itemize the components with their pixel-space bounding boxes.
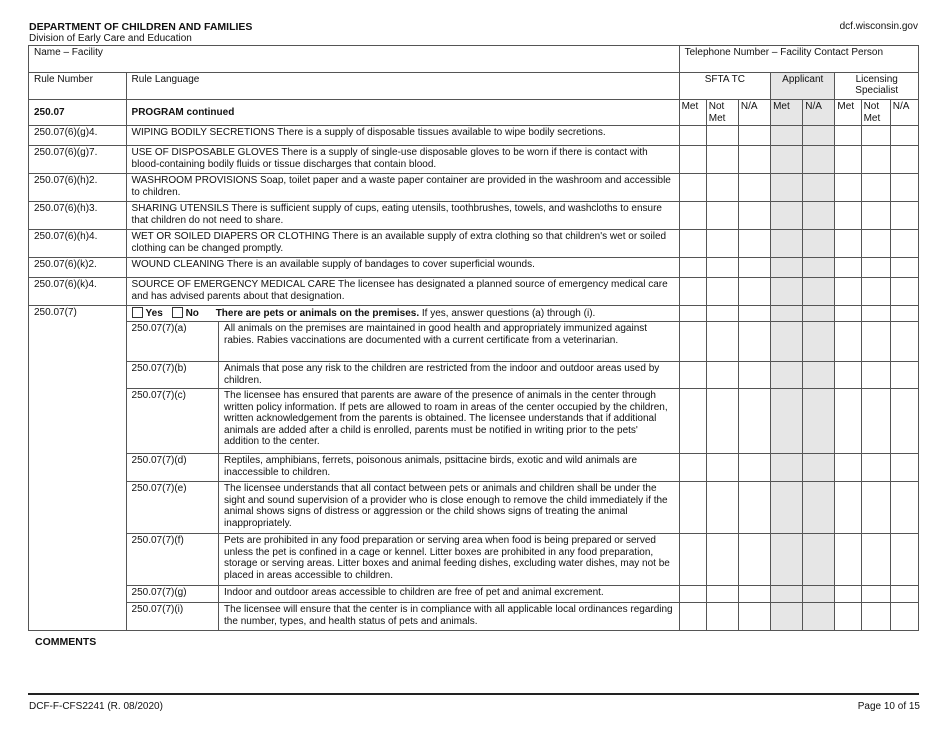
licensing-specialist-header: Licensing Specialist bbox=[835, 73, 919, 100]
rule-number-header: Rule Number bbox=[29, 73, 127, 100]
pets-no-label: No bbox=[185, 308, 199, 319]
sfta-met-checkbox[interactable] bbox=[679, 389, 706, 454]
sfta-met-checkbox[interactable] bbox=[679, 362, 706, 389]
licensing-met-checkbox[interactable] bbox=[835, 202, 861, 230]
licensing-met-header: Met bbox=[835, 100, 861, 126]
sfta-not-met-checkbox[interactable] bbox=[706, 126, 738, 146]
sfta-not-met-checkbox[interactable] bbox=[706, 230, 738, 258]
sfta-na-header: N/A bbox=[738, 100, 770, 126]
sfta-na-checkbox[interactable] bbox=[738, 258, 770, 278]
table-row bbox=[29, 230, 919, 258]
sub-rule-number: 250.07(7)(e) bbox=[126, 482, 219, 534]
sfta-na-checkbox[interactable] bbox=[738, 322, 770, 362]
applicant-met-checkbox[interactable] bbox=[771, 202, 803, 230]
sfta-na-checkbox[interactable] bbox=[738, 362, 770, 389]
applicant-na-checkbox[interactable] bbox=[803, 534, 835, 586]
licensing-not-met-checkbox[interactable] bbox=[861, 278, 890, 306]
rule-language-header: Rule Language bbox=[126, 73, 679, 100]
applicant-met-checkbox[interactable] bbox=[771, 534, 803, 586]
licensing-not-met-header: Not Met bbox=[861, 100, 890, 126]
sfta-na-checkbox[interactable] bbox=[738, 202, 770, 230]
sfta-met-checkbox[interactable] bbox=[679, 454, 706, 482]
applicant-met-checkbox[interactable] bbox=[771, 389, 803, 454]
licensing-na-checkbox[interactable] bbox=[890, 389, 918, 454]
sub-rule-number: 250.07(7)(f) bbox=[126, 534, 219, 586]
sfta-not-met-checkbox[interactable] bbox=[706, 603, 738, 631]
form-id: DCF-F-CFS2241 (R. 08/2020) bbox=[29, 701, 163, 712]
licensing-not-met-checkbox[interactable] bbox=[861, 389, 890, 454]
applicant-na-checkbox[interactable] bbox=[803, 230, 835, 258]
sfta-not-met-checkbox[interactable] bbox=[706, 362, 738, 389]
sub-rule-language: Indoor and outdoor areas accessible to children are free of pet and animal excrement. bbox=[219, 586, 680, 603]
rule-number: 250.07(6)(h)3. bbox=[29, 202, 127, 230]
applicant-met-checkbox[interactable] bbox=[771, 362, 803, 389]
sfta-met-checkbox[interactable] bbox=[679, 126, 706, 146]
pets-question-row bbox=[29, 306, 919, 322]
applicant-na-checkbox[interactable] bbox=[803, 174, 835, 202]
sfta-met-checkbox[interactable] bbox=[679, 534, 706, 586]
licensing-not-met-checkbox[interactable] bbox=[861, 230, 890, 258]
sfta-na-checkbox[interactable] bbox=[738, 534, 770, 586]
applicant-na-checkbox[interactable] bbox=[803, 278, 835, 306]
sub-rule-language: All animals on the premises are maintained in good health and appropriately immunized against rabies. Rabies vaccinations are documented with a current certificate from a veterinarian. bbox=[219, 322, 680, 362]
sub-rule-number: 250.07(7)(i) bbox=[126, 603, 219, 631]
table-row bbox=[29, 146, 919, 174]
licensing-not-met-checkbox[interactable] bbox=[861, 603, 890, 631]
sfta-na-checkbox[interactable] bbox=[738, 482, 770, 534]
licensing-na-checkbox[interactable] bbox=[890, 258, 918, 278]
licensing-met-checkbox[interactable] bbox=[835, 482, 861, 534]
sfta-not-met-checkbox[interactable] bbox=[706, 202, 738, 230]
licensing-met-checkbox[interactable] bbox=[835, 174, 861, 202]
sfta-met-checkbox[interactable] bbox=[679, 278, 706, 306]
sub-rule-number: 250.07(7)(g) bbox=[126, 586, 219, 603]
licensing-met-checkbox[interactable] bbox=[835, 126, 861, 146]
licensing-na-checkbox[interactable] bbox=[890, 278, 918, 306]
footer-divider bbox=[28, 693, 919, 695]
sfta-met-checkbox[interactable] bbox=[679, 586, 706, 603]
applicant-na-checkbox[interactable] bbox=[803, 322, 835, 362]
page-number: Page 10 of 15 bbox=[857, 701, 920, 712]
website: dcf.wisconsin.gov bbox=[839, 21, 918, 32]
sfta-not-met-checkbox[interactable] bbox=[706, 278, 738, 306]
sfta-tc-header: SFTA TC bbox=[679, 73, 770, 100]
licensing-na-checkbox[interactable] bbox=[890, 362, 918, 389]
sfta-met-checkbox[interactable] bbox=[679, 230, 706, 258]
licensing-met-checkbox[interactable] bbox=[835, 534, 861, 586]
rule-language: SOURCE OF EMERGENCY MEDICAL CARE The licensee has designated a planned source of emergency medical care and has advised parents about that designation. bbox=[126, 278, 679, 306]
sub-rule-language: Animals that pose any risk to the children are restricted from the indoor and outdoor areas used by children. bbox=[219, 362, 680, 389]
table-row bbox=[29, 603, 919, 631]
applicant-met-checkbox[interactable] bbox=[771, 586, 803, 603]
licensing-not-met-checkbox[interactable] bbox=[861, 482, 890, 534]
sub-rule-number: 250.07(7)(c) bbox=[126, 389, 219, 454]
table-row bbox=[29, 322, 919, 362]
table-row bbox=[29, 174, 919, 202]
sfta-not-met-checkbox[interactable] bbox=[706, 482, 738, 534]
applicant-na-checkbox[interactable] bbox=[803, 454, 835, 482]
licensing-na-checkbox[interactable] bbox=[890, 202, 918, 230]
telephone-field[interactable] bbox=[679, 46, 918, 73]
licensing-met-checkbox[interactable] bbox=[835, 278, 861, 306]
applicant-met-checkbox[interactable] bbox=[771, 278, 803, 306]
licensing-na-header: N/A bbox=[890, 100, 918, 126]
licensing-na-checkbox[interactable] bbox=[890, 146, 918, 174]
rule-number: 250.07(6)(h)2. bbox=[29, 174, 127, 202]
rule-number: 250.07(6)(g)7. bbox=[29, 146, 127, 174]
licensing-met-checkbox[interactable] bbox=[835, 586, 861, 603]
applicant-met-checkbox[interactable] bbox=[771, 482, 803, 534]
sfta-met-checkbox[interactable] bbox=[679, 174, 706, 202]
applicant-met-checkbox[interactable] bbox=[771, 126, 803, 146]
applicant-met-checkbox[interactable] bbox=[771, 258, 803, 278]
sfta-na-checkbox[interactable] bbox=[738, 454, 770, 482]
sfta-na-checkbox[interactable] bbox=[738, 586, 770, 603]
licensing-met-checkbox[interactable] bbox=[835, 603, 861, 631]
section-number: 250.07 bbox=[29, 100, 127, 126]
table-row bbox=[29, 278, 919, 306]
rule-number: 250.07(6)(k)4. bbox=[29, 278, 127, 306]
licensing-na-checkbox[interactable] bbox=[890, 534, 918, 586]
applicant-met-header: Met bbox=[771, 100, 803, 126]
department-name: DEPARTMENT OF CHILDREN AND FAMILIES bbox=[29, 21, 253, 33]
sfta-not-met-checkbox[interactable] bbox=[706, 146, 738, 174]
rule-language: SHARING UTENSILS There is sufficient supply of cups, eating utensils, toothbrushes, towels, and washcloths to ensure that children do not need to share. bbox=[126, 202, 679, 230]
applicant-met-checkbox[interactable] bbox=[771, 230, 803, 258]
sfta-not-met-checkbox[interactable] bbox=[706, 174, 738, 202]
licensing-na-checkbox[interactable] bbox=[890, 230, 918, 258]
sub-rule-number: 250.07(7)(b) bbox=[126, 362, 219, 389]
licensing-met-checkbox[interactable] bbox=[835, 362, 861, 389]
rule-language: USE OF DISPOSABLE GLOVES There is a supply of single-use disposable gloves to be worn if there is contact with blood-containing bodily fluids or tissue discharges that contain blood. bbox=[126, 146, 679, 174]
licensing-not-met-checkbox[interactable] bbox=[861, 174, 890, 202]
sfta-met-checkbox[interactable] bbox=[679, 146, 706, 174]
sfta-na-checkbox[interactable] bbox=[738, 389, 770, 454]
licensing-not-met-checkbox[interactable] bbox=[861, 146, 890, 174]
sfta-na-checkbox[interactable] bbox=[738, 146, 770, 174]
pets-yes-label: Yes bbox=[145, 308, 163, 319]
sfta-na-checkbox[interactable] bbox=[738, 603, 770, 631]
licensing-na-checkbox[interactable] bbox=[890, 126, 918, 146]
sfta-not-met-checkbox[interactable] bbox=[706, 534, 738, 586]
applicant-na-checkbox[interactable] bbox=[803, 603, 835, 631]
pets-rule-number: 250.07(7) bbox=[29, 306, 127, 322]
table-row bbox=[29, 454, 919, 482]
licensing-na-checkbox[interactable] bbox=[890, 174, 918, 202]
rule-number: 250.07(6)(k)2. bbox=[29, 258, 127, 278]
name-facility-label: Name – Facility bbox=[34, 47, 103, 58]
table-row bbox=[29, 389, 919, 454]
sfta-not-met-checkbox[interactable] bbox=[706, 322, 738, 362]
sub-rule-language: The licensee understands that all contact between pets or animals and children shall be under the sight and sound supervision of a provider who is close enough to remove the child immediately if the animal shows signs of distress or aggression or the child shows signs of treating the animal inappropriately. bbox=[219, 482, 680, 534]
licensing-na-checkbox[interactable] bbox=[890, 322, 918, 362]
sub-rule-language: The licensee has ensured that parents are aware of the presence of animals in the center through written policy information. If pets are allowed to roam in areas of the center occupied by the children, written acknowledgement from the parents is obtained. The licensee understands that if additional animals are added after a child is enrolled, parents must be notified in writing prior to the pets' addition to the center. bbox=[219, 389, 680, 454]
licensing-met-checkbox[interactable] bbox=[835, 230, 861, 258]
table-row bbox=[29, 586, 919, 603]
telephone-label: Telephone Number – Facility Contact Person bbox=[684, 47, 884, 58]
sub-rule-language: The licensee will ensure that the center is in compliance with all applicable local ordinances regarding the number, types, and health status of pets and animals. bbox=[219, 603, 680, 631]
licensing-met-checkbox[interactable] bbox=[835, 146, 861, 174]
pets-question: There are pets or animals on the premises. bbox=[215, 308, 420, 319]
applicant-na-checkbox[interactable] bbox=[803, 258, 835, 278]
sfta-met-checkbox[interactable] bbox=[679, 258, 706, 278]
table-row bbox=[29, 258, 919, 278]
licensing-met-checkbox[interactable] bbox=[835, 258, 861, 278]
applicant-na-checkbox[interactable] bbox=[803, 389, 835, 454]
licensing-not-met-checkbox[interactable] bbox=[861, 126, 890, 146]
sfta-met-header: Met bbox=[679, 100, 706, 126]
licensing-met-checkbox[interactable] bbox=[835, 389, 861, 454]
rule-number: 250.07(6)(g)4. bbox=[29, 126, 127, 146]
applicant-na-header: N/A bbox=[803, 100, 835, 126]
sfta-not-met-checkbox[interactable] bbox=[706, 389, 738, 454]
licensing-na-checkbox[interactable] bbox=[890, 603, 918, 631]
table-row bbox=[29, 202, 919, 230]
licensing-not-met-checkbox[interactable] bbox=[861, 258, 890, 278]
section-title: PROGRAM continued bbox=[126, 100, 679, 126]
name-facility-field[interactable] bbox=[29, 46, 680, 73]
sfta-met-checkbox[interactable] bbox=[679, 322, 706, 362]
pets-yes-checkbox[interactable] bbox=[132, 307, 143, 318]
pets-instruction: If yes, answer questions (a) through (i). bbox=[419, 308, 596, 319]
sfta-not-met-checkbox[interactable] bbox=[706, 586, 738, 603]
sub-rule-number: 250.07(7)(a) bbox=[126, 322, 219, 362]
sfta-met-checkbox[interactable] bbox=[679, 202, 706, 230]
applicant-met-checkbox[interactable] bbox=[771, 454, 803, 482]
sfta-not-met-header: Not Met bbox=[706, 100, 738, 126]
applicant-met-checkbox[interactable] bbox=[771, 174, 803, 202]
table-row bbox=[29, 126, 919, 146]
licensing-not-met-checkbox[interactable] bbox=[861, 534, 890, 586]
applicant-na-checkbox[interactable] bbox=[803, 146, 835, 174]
sub-rule-number: 250.07(7)(d) bbox=[126, 454, 219, 482]
rule-number: 250.07(6)(h)4. bbox=[29, 230, 127, 258]
sfta-na-checkbox[interactable] bbox=[738, 174, 770, 202]
applicant-met-checkbox[interactable] bbox=[771, 322, 803, 362]
sfta-met-checkbox[interactable] bbox=[679, 603, 706, 631]
sfta-met-checkbox[interactable] bbox=[679, 482, 706, 534]
applicant-met-checkbox[interactable] bbox=[771, 603, 803, 631]
sfta-na-checkbox[interactable] bbox=[738, 230, 770, 258]
sfta-na-checkbox[interactable] bbox=[738, 126, 770, 146]
licensing-na-checkbox[interactable] bbox=[890, 454, 918, 482]
sfta-not-met-checkbox[interactable] bbox=[706, 258, 738, 278]
applicant-na-checkbox[interactable] bbox=[803, 482, 835, 534]
applicant-header: Applicant bbox=[771, 73, 835, 100]
sfta-na-checkbox[interactable] bbox=[738, 278, 770, 306]
licensing-not-met-checkbox[interactable] bbox=[861, 454, 890, 482]
rule-language: WASHROOM PROVISIONS Soap, toilet paper and a waste paper container are provided in the washroom and accessible to children. bbox=[126, 174, 679, 202]
licensing-not-met-checkbox[interactable] bbox=[861, 322, 890, 362]
licensing-not-met-checkbox[interactable] bbox=[861, 362, 890, 389]
licensing-not-met-checkbox[interactable] bbox=[861, 586, 890, 603]
licensing-met-checkbox[interactable] bbox=[835, 454, 861, 482]
applicant-na-checkbox[interactable] bbox=[803, 586, 835, 603]
table-row bbox=[29, 362, 919, 389]
applicant-na-checkbox[interactable] bbox=[803, 362, 835, 389]
rule-language: WET OR SOILED DIAPERS OR CLOTHING There is an available supply of extra clothing so that children's wet or soiled clothing can be changed promptly. bbox=[126, 230, 679, 258]
rule-language: WOUND CLEANING There is an available supply of bandages to cover superficial wounds. bbox=[126, 258, 679, 278]
sub-rule-language: Pets are prohibited in any food preparation or serving area when food is being prepared or served unless the pet is confined in a cage or kennel. Litter boxes are prohibited in any food preparation, storage or serving areas. Litter boxes and animal feeding dishes, excluding water dishes, may not be placed in areas accessible to children. bbox=[219, 534, 680, 586]
rule-language: WIPING BODILY SECRETIONS There is a supply of disposable tissues available to wipe bodily secretions. bbox=[126, 126, 679, 146]
comments-label: COMMENTS bbox=[35, 636, 97, 648]
applicant-met-checkbox[interactable] bbox=[771, 146, 803, 174]
sfta-not-met-checkbox[interactable] bbox=[706, 454, 738, 482]
sub-rule-language: Reptiles, amphibians, ferrets, poisonous animals, psittacine birds, exotic and wild animals are inaccessible to children. bbox=[219, 454, 680, 482]
table-row bbox=[29, 534, 919, 586]
division-name: Division of Early Care and Education bbox=[29, 33, 192, 44]
licensing-not-met-checkbox[interactable] bbox=[861, 202, 890, 230]
applicant-na-checkbox[interactable] bbox=[803, 126, 835, 146]
licensing-met-checkbox[interactable] bbox=[835, 322, 861, 362]
checklist-table bbox=[28, 45, 919, 631]
licensing-na-checkbox[interactable] bbox=[890, 482, 918, 534]
licensing-na-checkbox[interactable] bbox=[890, 586, 918, 603]
pets-no-checkbox[interactable] bbox=[172, 307, 183, 318]
table-row bbox=[29, 482, 919, 534]
applicant-na-checkbox[interactable] bbox=[803, 202, 835, 230]
